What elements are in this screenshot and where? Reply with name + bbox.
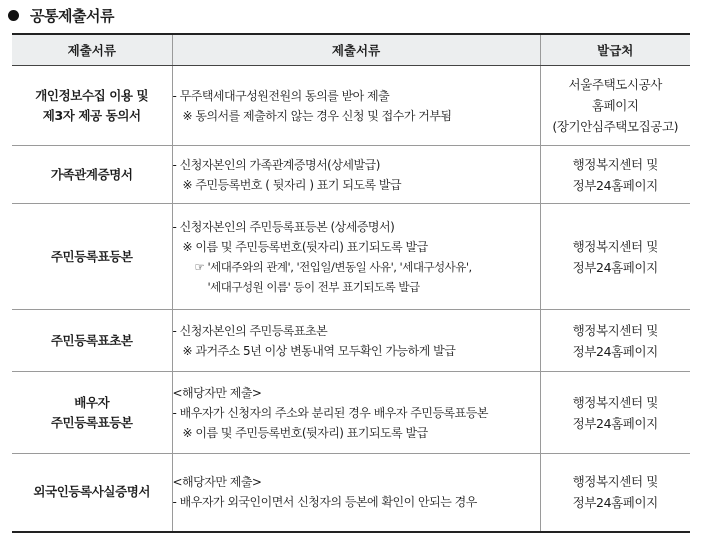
description-line: <해당자만 제출>: [172, 475, 262, 490]
issuer-line: 정부24홈페이지: [572, 495, 658, 511]
description-line: - 배우자가 신청자의 주소와 분리된 경우 배우자 주민등록표등본: [172, 405, 488, 420]
header-document: 제출서류: [12, 34, 172, 66]
issuer-line: 행정복지센터 및: [572, 474, 658, 490]
description-line: ☞ '세대주와의 관계', '전입일/변동일 사유', '세대구성사유',: [194, 259, 472, 274]
header-issuer: 발급처: [540, 34, 690, 66]
document-name-line: 주민등록표등본: [50, 248, 133, 264]
issuer-line: 정부24홈페이지: [572, 177, 658, 193]
description-line: ※ 이름 및 주민등록번호(뒷자리) 표기되도록 발급: [182, 239, 428, 254]
issuer-line: 서울주택도시공사: [568, 77, 662, 92]
issuer-cell: [540, 372, 690, 454]
description-cell: [172, 454, 540, 532]
issuer-line: 행정복지센터 및: [572, 156, 658, 172]
issuer-line: (장기안심주택모집공고): [552, 119, 679, 134]
issuer-line: 정부24홈페이지: [572, 343, 658, 359]
section-heading: [8, 4, 114, 26]
document-name-line: 개인정보수집 이용 및: [35, 87, 149, 103]
document-name-cell: [12, 454, 172, 532]
document-name-cell: [12, 372, 172, 454]
header-row: [12, 34, 690, 66]
description-line: ※ 과거주소 5년 이상 변동내역 모두확인 가능하게 발급: [182, 343, 456, 358]
document-name-line: 가족관계증명서: [50, 166, 133, 182]
document-name-cell: [12, 146, 172, 204]
document-name-cell: [12, 204, 172, 310]
issuer-cell: [540, 310, 690, 372]
description-line: '세대구성원 이름' 등이 전부 표기되도록 발급: [207, 279, 420, 294]
issuer-line: 행정복지센터 및: [572, 322, 658, 338]
document-name-cell: [12, 310, 172, 372]
document-name-line: 외국인등록사실증명서: [33, 484, 151, 500]
description-cell: [172, 66, 540, 146]
description-cell: [172, 372, 540, 454]
description-line: <해당자만 제출>: [172, 385, 262, 400]
table-row: [12, 66, 690, 146]
issuer-line: 정부24홈페이지: [572, 415, 658, 431]
description-line: ※ 동의서를 제출하지 않는 경우 신청 및 접수가 거부됨: [182, 108, 452, 123]
table-row: [12, 310, 690, 372]
section-title: 공통제출서류: [30, 6, 114, 25]
table-body: [12, 66, 690, 532]
issuer-cell: [540, 66, 690, 146]
table-row: [12, 204, 690, 310]
document-name-cell: [12, 66, 172, 146]
table-row: [12, 146, 690, 204]
table-header: [12, 34, 690, 66]
issuer-line: 행정복지센터 및: [572, 394, 658, 410]
issuer-cell: [540, 204, 690, 310]
document-name-line: 제3자 제공 동의서: [42, 107, 141, 123]
issuer-cell: [540, 454, 690, 532]
description-line: ※ 주민등록번호 ( 뒷자리 ) 표기 되도록 발급: [182, 177, 402, 192]
document-name-line: 배우자: [74, 394, 110, 410]
issuer-line: 정부24홈페이지: [572, 259, 658, 275]
description-line: ※ 이름 및 주민등록번호(뒷자리) 표기되도록 발급: [182, 425, 428, 440]
description-cell: [172, 146, 540, 204]
description-cell: [172, 310, 540, 372]
bullet-icon: [8, 10, 19, 21]
issuer-cell: [540, 146, 690, 204]
header-description: 제출서류: [172, 34, 540, 66]
issuer-line: 홈페이지: [591, 98, 639, 113]
issuer-line: 행정복지센터 및: [572, 238, 658, 254]
document-name-line: 주민등록표초본: [50, 332, 133, 348]
description-cell: [172, 204, 540, 310]
description-line: - 신청자본인의 가족관계증명서(상세발급): [172, 157, 380, 172]
document-name-line: 주민등록표등본: [50, 414, 133, 430]
description-line: - 배우자가 외국인이면서 신청자의 등본에 확인이 안되는 경우: [172, 495, 477, 510]
description-line: - 신청자본인의 주민등록표초본: [172, 323, 328, 338]
required-documents-table: [12, 33, 690, 533]
table-row: [12, 372, 690, 454]
description-line: - 무주택세대구성원전원의 동의를 받아 제출: [172, 88, 390, 103]
table-row: [12, 454, 690, 532]
description-line: - 신청자본인의 주민등록표등본 (상세증명서): [172, 219, 395, 234]
